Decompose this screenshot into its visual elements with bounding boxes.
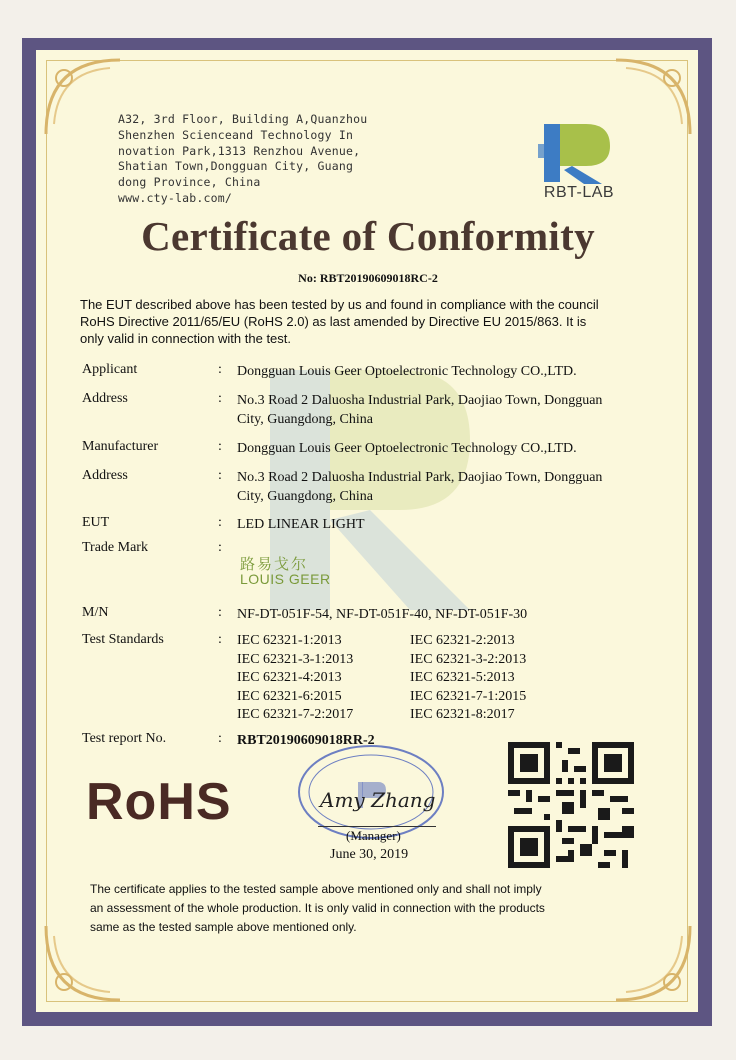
test-report-label: Test report No.: [82, 731, 167, 746]
standard-item: IEC 62321-6:2015: [237, 688, 342, 704]
address-line: Shatian Town,Dongguan City, Guang: [118, 159, 354, 174]
signature-line: [318, 826, 436, 827]
standard-item: IEC 62321-2:2013: [410, 633, 515, 648]
model-number-value: NF-DT-051F-54, NF-DT-051F-40, NF-DT-051F-30: [237, 607, 528, 622]
logo-label: RBT-LAB: [543, 184, 615, 201]
model-number-label: M/N: [82, 605, 109, 620]
colon: :: [218, 605, 222, 620]
issue-date: June 30, 2019: [330, 847, 409, 862]
address-label: Address: [82, 468, 128, 483]
test-standards-label: Test Standards: [82, 632, 164, 647]
eut-value: LED LINEAR LIGHT: [237, 517, 365, 532]
website-line: www.cty-lab.com/: [118, 190, 232, 205]
signatory-role: (Manager): [346, 828, 401, 843]
eut-label: EUT: [82, 515, 110, 530]
trademark-english: LOUIS GEER: [240, 571, 331, 587]
applicant-value: Dongguan Louis Geer Optoelectronic Technology CO.,LTD.: [237, 364, 577, 379]
colon: :: [218, 468, 222, 483]
address-line: novation Park,1313 Renzhou Avenue,: [118, 143, 361, 158]
applicant-label: Applicant: [82, 362, 138, 377]
address-label: Address: [82, 391, 128, 406]
intro-paragraph: [80, 296, 660, 347]
test-report-value: RBT20190609018RR-2: [237, 733, 375, 748]
signature: Amy Zhang: [320, 788, 436, 812]
lab-address: [118, 112, 418, 207]
address-value-line: No.3 Road 2 Daluosha Industrial Park, Daojiao Town, Dongguan: [237, 470, 603, 485]
address-value-line: City, Guangdong, China: [237, 489, 373, 504]
intro-line: only valid in connection with the test.: [80, 331, 292, 346]
disclaimer-line: The certificate applies to the tested sample above mentioned only and shall not imply: [90, 882, 542, 896]
colon: :: [218, 362, 222, 377]
standard-item: IEC 62321-4:2013: [237, 670, 342, 685]
standard-item: IEC 62321-3-2:2013: [410, 651, 527, 667]
corner-ornament-top-left: [40, 54, 130, 144]
trademark-chinese: 路易戈尔: [240, 555, 309, 573]
address-value: [237, 391, 657, 429]
standards-column-1: [237, 632, 353, 725]
standard-item: IEC 62321-7-1:2015: [410, 688, 527, 704]
standard-item: IEC 62321-5:2013: [410, 670, 515, 685]
intro-line: RoHS Directive 2011/65/EU (RoHS 2.0) as last amended by Directive EU 2015/863. It is: [80, 314, 587, 329]
address-value-line: No.3 Road 2 Daluosha Industrial Park, Daojiao Town, Dongguan: [237, 393, 603, 408]
certificate-number: No: RBT20190609018RC-2: [298, 271, 438, 285]
certificate-disclaimer: [90, 880, 630, 937]
address-value: [237, 468, 657, 506]
colon: :: [218, 731, 222, 746]
address-line: dong Province, China: [118, 175, 261, 190]
colon: :: [218, 391, 222, 406]
standard-item: IEC 62321-1:2013: [237, 633, 342, 648]
standards-column-2: [410, 632, 526, 725]
manufacturer-value: Dongguan Louis Geer Optoelectronic Technology CO.,LTD.: [237, 441, 577, 456]
address-line: A32, 3rd Floor, Building A,Quanzhou: [118, 112, 368, 126]
manufacturer-label: Manufacturer: [82, 439, 159, 454]
standard-item: IEC 62321-8:2017: [410, 707, 515, 722]
address-value-line: City, Guangdong, China: [237, 412, 373, 427]
disclaimer-line: an assessment of the whole production. It is only valid in connection with the products: [90, 901, 545, 915]
certificate-title: Certificate of Conformity: [141, 213, 595, 259]
rohs-mark: RoHS: [86, 773, 232, 831]
colon: :: [218, 540, 222, 555]
standard-item: IEC 62321-3-1:2013: [237, 651, 354, 667]
trademark-label: Trade Mark: [82, 540, 148, 555]
colon: :: [218, 439, 222, 454]
qr-code-icon: [508, 742, 634, 868]
address-line: Shenzhen Scienceand Technology In: [118, 127, 354, 142]
disclaimer-line: same as the tested sample above mentioned only.: [90, 920, 357, 934]
standard-item: IEC 62321-7-2:2017: [237, 707, 354, 722]
colon: :: [218, 632, 222, 647]
intro-line: The EUT described above has been tested by us and found in compliance with the council: [80, 297, 599, 312]
colon: :: [218, 515, 222, 530]
